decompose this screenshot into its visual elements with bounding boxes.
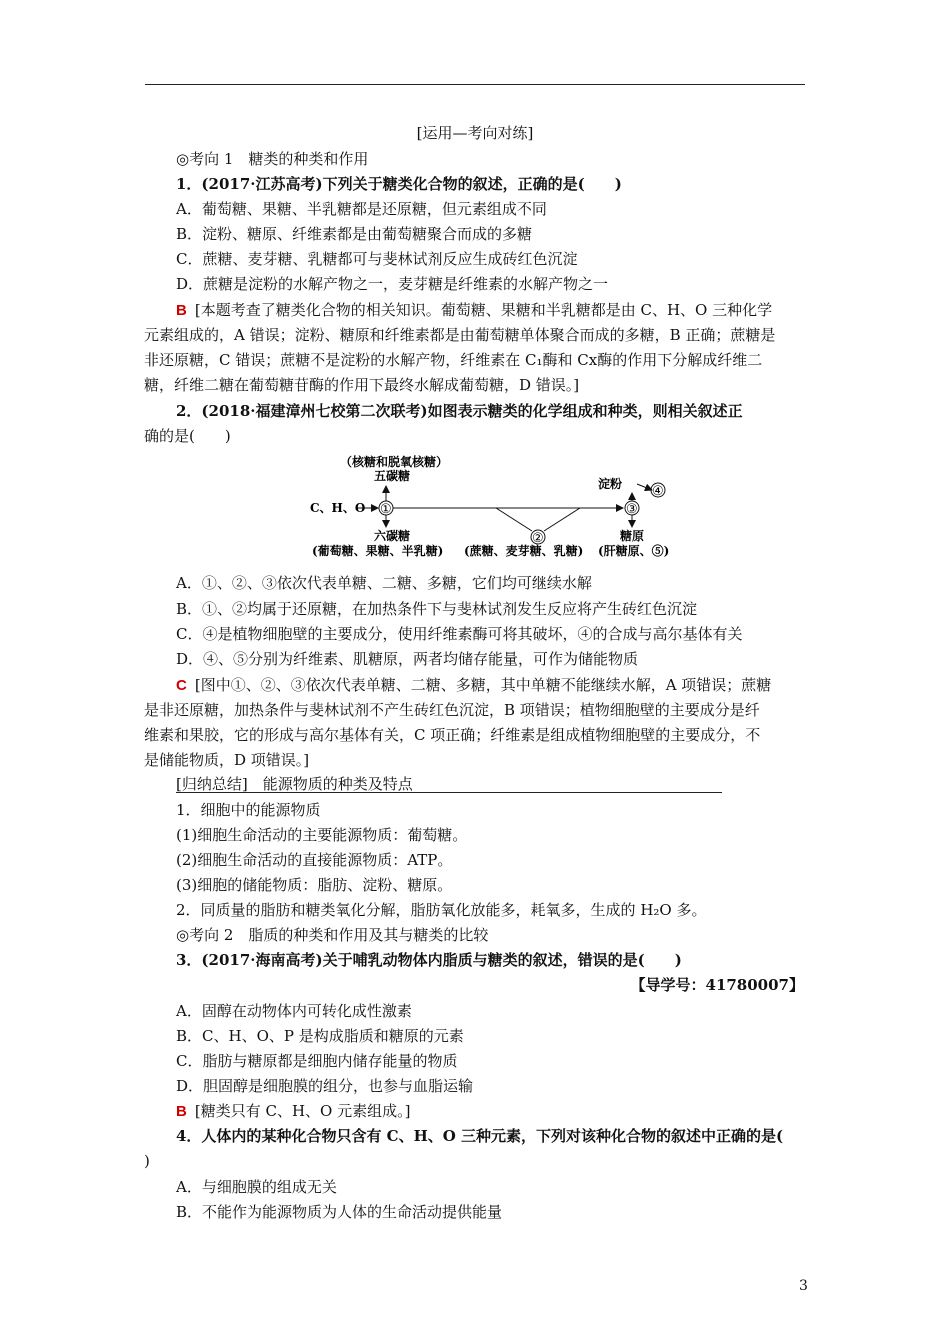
summary-line: 1．细胞中的能源物质 [176,801,321,819]
node-1: ① [380,502,392,517]
question-1-explanation-line: 非还原糖，C 错误；蔗糖不是淀粉的水解产物，纤维素在 C₁酶和 Cx酶的作用下分解成纤维二 [144,351,763,369]
summary-line: (2)细胞生命活动的直接能源物质：ATP。 [176,851,453,869]
section-label: [运用—考向对练] [416,124,534,142]
question-3-option-d: D．胆固醇是细胞膜的组分，也参与血脂运输 [176,1077,474,1095]
hexose-label: 六碳糖 [374,529,411,543]
question-2-option-a: A．①、②、③依次代表单糖、二糖、多糖，它们均可继续水解 [176,574,592,592]
question-2-explanation-line: C [图中①、②、③依次代表单糖、二糖、多糖，其中单糖不能继续水解，A 项错误；蔗糖 [176,676,772,694]
question-1-explanation-line: 糖，纤维二糖在葡萄糖苷酶的作用下最终水解成葡萄糖，D 错误。] [144,376,580,394]
question-3-stem: 3．(2017·海南高考)关于哺乳动物体内脂质与糖类的叙述，错误的是( ) [176,951,682,969]
node-2: ② [532,531,544,546]
question-2-explanation-line: 维素和果胶，它的形成与高尔基体有关，C 项正确；纤维素是组成植物细胞壁的主要成分，不 [144,726,761,744]
question-3-option-a: A．固醇在动物体内可转化成性激素 [176,1002,412,1020]
question-3-option-b: B．C、H、O、P 是构成脂质和糖原的元素 [176,1027,464,1045]
question-1-explanation-line: B [本题考查了糖类化合物的相关知识。葡萄糖、果糖和半乳糖都是由 C、H、O 三种化学 [176,301,773,319]
question-3-option-c: C．脂肪与糖原都是细胞内储存能量的物质 [176,1052,458,1070]
question-4-option-a: A．与细胞膜的组成无关 [176,1178,337,1196]
guide-number: 【导学号：41780007】 [630,976,804,994]
topic-2-title: ◎考向 2 脂质的种类和作用及其与糖类的比较 [176,926,489,944]
pentose-label: 五碳糖 [374,469,411,483]
question-3-explanation: B [糖类只有 C、H、O 元素组成。] [176,1102,411,1120]
top-rule [145,84,805,85]
summary-line: (3)细胞的储能物质：脂肪、淀粉、糖原。 [176,876,453,894]
question-2-option-b: B．①、②均属于还原糖，在加热条件下与斐林试剂发生反应将产生砖红色沉淀 [176,600,698,618]
elements-label: C、H、O [310,501,366,515]
question-1-option-a: A．葡萄糖、果糖、半乳糖都是还原糖，但元素组成不同 [176,200,547,218]
question-4-stem: 4．人体内的某种化合物只含有 C、H、O 三种元素，下列对该种化合物的叙述中正确的是( [176,1127,784,1145]
question-1-stem: 1．(2017·江苏高考)下列关于糖类化合物的叙述，正确的是( ) [176,175,622,193]
summary-line: 2．同质量的脂肪和糖类氧化分解，脂肪氧化放能多，耗氧多，生成的 H₂O 多。 [176,901,707,919]
question-2-stem-cont: 确的是( ) [144,427,231,445]
pentose-note: （核糖和脱氧核糖） [340,455,449,469]
starch-label: 淀粉 [598,477,623,491]
question-1-option-b: B．淀粉、糖原、纤维素都是由葡萄糖聚合而成的多糖 [176,225,533,243]
node-3: ③ [626,502,638,517]
page-number: 3 [799,1278,808,1294]
topic-1-title: ◎考向 1 糖类的种类和作用 [176,150,369,168]
question-2-explanation-line: 是非还原糖，加热条件与斐林试剂不产生砖红色沉淀，B 项错误；植物细胞壁的主要成分是纤 [144,701,760,719]
glycogen-examples: (肝糖原、⑤) [598,544,670,558]
question-2-option-c: C．④是植物细胞壁的主要成分，使用纤维素酶可将其破坏，④的合成与高尔基体有关 [176,625,743,643]
question-2-explanation-line: 是储能物质，D 项错误。] [144,751,310,769]
question-2-stem: 2．(2018·福建漳州七校第二次联考)如图表示糖类的化学组成和种类，则相关叙述正 [176,402,743,420]
question-3-answer: B [176,1103,187,1120]
hexose-examples: (葡萄糖、果糖、半乳糖) [312,544,444,558]
question-1-explanation-line: 元素组成的，A 错误；淀粉、糖原和纤维素都是由葡萄糖单体聚合而成的多糖，B 正确；蔗糖是 [144,326,776,344]
question-2-option-d: D．④、⑤分别为纤维素、肌糖原，两者均储存能量，可作为储能物质 [176,650,639,668]
question-4-option-b: B．不能作为能源物质为人体的生命活动提供能量 [176,1203,503,1221]
question-4-stem-cont: ) [144,1152,150,1170]
summary-heading: [归纳总结] 能源物质的种类及特点 [176,775,722,793]
summary-line: (1)细胞生命活动的主要能源物质：葡萄糖。 [176,826,468,844]
glycogen-label: 糖原 [620,529,645,543]
question-1-answer: B [176,302,187,319]
carbohydrate-diagram [310,455,690,565]
node-4: ④ [652,484,664,499]
question-1-option-c: C．蔗糖、麦芽糖、乳糖都可与斐林试剂反应生成砖红色沉淀 [176,250,578,268]
question-1-option-d: D．蔗糖是淀粉的水解产物之一，麦芽糖是纤维素的水解产物之一 [176,275,609,293]
question-2-answer: C [176,677,187,694]
disaccharide-examples: (蔗糖、麦芽糖、乳糖) [464,544,584,558]
